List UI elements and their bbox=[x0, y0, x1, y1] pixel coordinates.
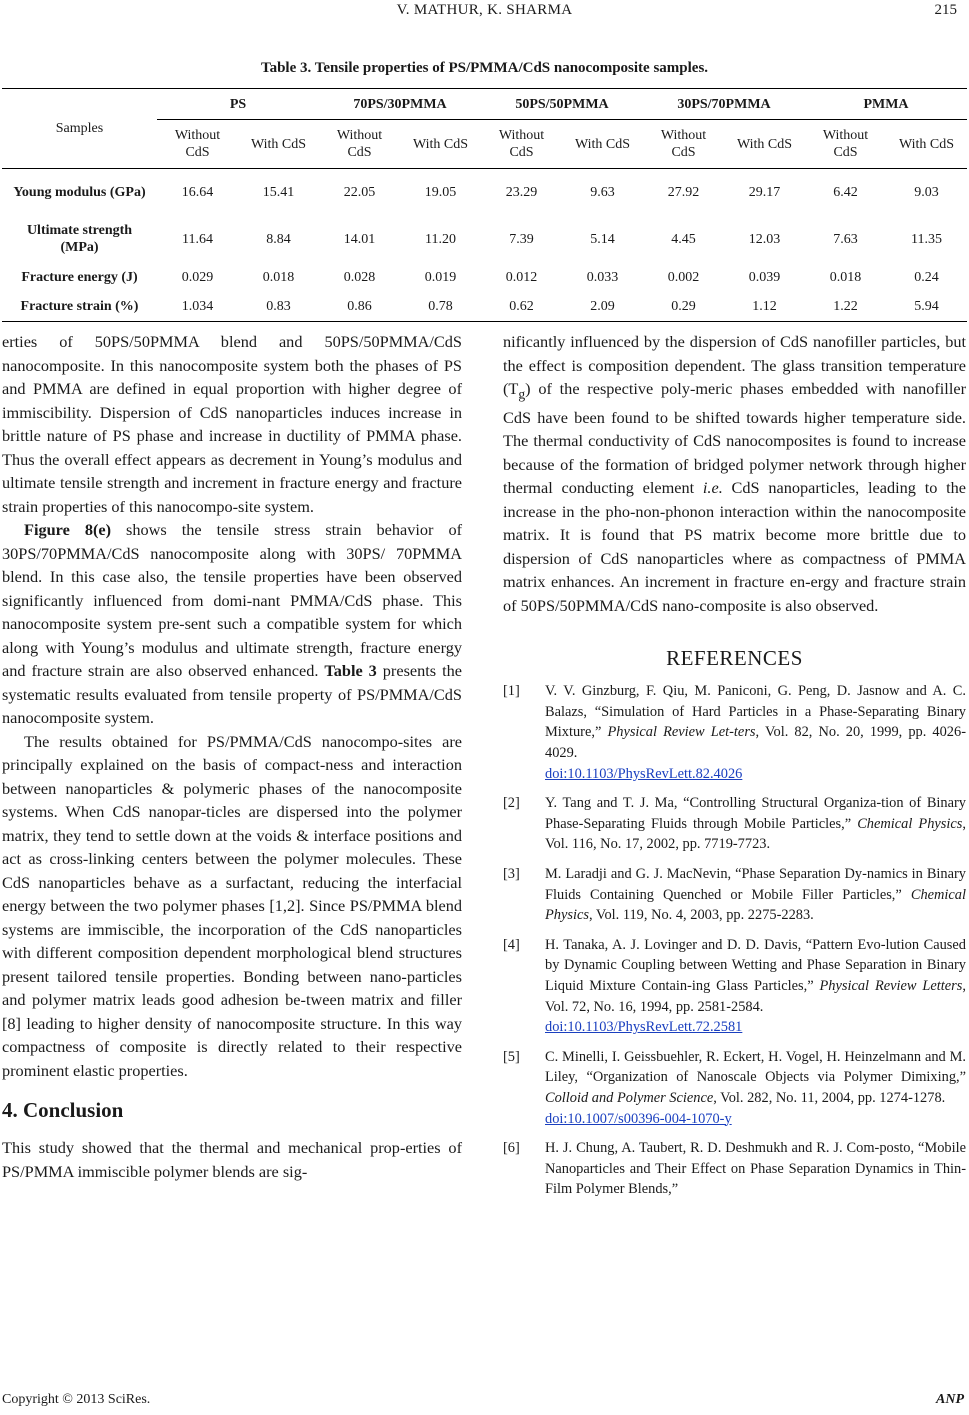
table-cell: 9.63 bbox=[590, 184, 615, 200]
paragraph: Figure 8(e) shows the tensile stress strain behavior of 30PS/70PMMA/CdS nanocomposite along with 30PS/ 70PMMA blend. In this case also, the tensile properties have been observed significantly influenced from domi-nant PMMA/CdS phase. This nanocomposite system pre-sent such a compatible system for which along with Young’s modulus and ultimate strength, fracture energy and fracture strain are also observed enhanced. Table 3 presents the systematic results evaluated from tensile property of PS/PMMA/CdS nanocomposite system. bbox=[2, 520, 463, 727]
copyright-notice: Copyright © 2013 SciRes. bbox=[2, 1392, 151, 1407]
table-cell: 11.35 bbox=[911, 231, 942, 247]
without-cds-header: Without CdS bbox=[319, 120, 400, 169]
table-row bbox=[2, 169, 967, 216]
paragraph: nificantly influenced by the dispersion of CdS nanofiller particles, but the effect is composition dependent. The glass transition temperature $(T_g)$ of the respective poly-meric phases embedded with nanofiller CdS have been found to be shifted towards higher temperature side. The thermal conductivity of CdS nanocomposites is found to increase because of the formation of bridged polymer network through higher thermal conducting element i.e. CdS nanoparticles, leading to the increase in the pho-non-phonon interaction within the nanocomposite matrix. It is found that PS matrix become more brittle due to dispersion of CdS nanoparticles where as compactness of PMMA matrix enhances. An increment in fracture en-ergy and fracture strain of 50PS/50PMMA/CdS nano-composite is also observed. bbox=[503, 332, 967, 615]
tensile-properties-table bbox=[2, 88, 967, 322]
table-cell: 27.92 bbox=[667, 184, 700, 200]
table-row bbox=[2, 215, 967, 263]
paragraph: This study showed that the thermal and mechanical prop-erties of PS/PMMA immiscible polymer blends are sig- bbox=[2, 1138, 462, 1181]
row-label: Ultimate strength (MPa) bbox=[26, 223, 133, 255]
table-cell: 6.42 bbox=[833, 184, 858, 200]
table-cell: 1.034 bbox=[157, 291, 238, 322]
right-column bbox=[503, 330, 966, 1209]
reference-item: [1] V. V. Ginzburg, F. Qiu, M. Paniconi, G. Peng, D. Jasnow and A. C. Balazs, “Simulation of Hard Particles in a Phase-Separating Binary Mixture,” Physical Review Let-ters, Vol. 82, No. 20, 1999, pp. 4026-4029. doi:10.1103/PhysRevLett.82.4026 bbox=[503, 681, 966, 784]
reference-item: [5] C. Minelli, I. Geissbuehler, R. Eckert, H. Vogel, H. Heinzelmann and M. Liley, “Organization of Nanoscale Objects via Polymer Dimixing,” Colloid and Polymer Science, Vol. 282, No. 11, 2004, pp. 1274-1278. doi:10.1007/s00396-004-1070-y bbox=[503, 1047, 966, 1129]
table-cell: 5.94 bbox=[886, 291, 967, 322]
table-cell: 1.12 bbox=[724, 291, 805, 322]
table-cell: 2.09 bbox=[562, 291, 643, 322]
without-cds-header: Without CdS bbox=[481, 120, 562, 169]
with-cds-header: With CdS bbox=[400, 120, 481, 169]
table-caption: Table 3. Tensile properties of PS/PMMA/CdS nanocomposite samples. bbox=[260, 60, 709, 76]
table-cell: 0.019 bbox=[424, 269, 457, 285]
table-cell: 9.03 bbox=[914, 184, 939, 200]
with-cds-header: With CdS bbox=[562, 120, 643, 169]
left-column bbox=[2, 330, 462, 1183]
journal-abbrev: ANP bbox=[936, 1392, 964, 1407]
with-cds-header: With CdS bbox=[238, 120, 319, 169]
table-cell: 14.01 bbox=[343, 231, 376, 247]
table-cell: 4.45 bbox=[671, 231, 696, 247]
header-authors: V. MATHUR, K. SHARMA bbox=[396, 2, 573, 18]
row-label: Fracture strain (%) bbox=[2, 291, 157, 322]
table-cell: 8.84 bbox=[266, 231, 291, 247]
table-cell: 12.03 bbox=[748, 231, 781, 247]
paragraph: The results obtained for PS/PMMA/CdS nanocompo-sites are principally explained on the basis of compact-ness and interaction between nanoparticles & polymeric phases of the nanocomposite systems. When CdS nanopar-ticles are dispersed into the polymer matrix, they tend to settle down at the voids & interface positions and act as cross-linking centers between the polymer molecules. These CdS nanoparticles behave as a surfactant, reducing the interfacial energy between the two polymer phases [1,2]. Since PS/PMMA blend systems are immiscible, the incorporation of the CdS nanoparticles with different composition dependent morphological blend structures present tailored tensile properties. Bonding between nano-particles and polymer matrix leads good adhesion be-tween matrix and filler [8] leading to higher density of nanocomposite structure. In this way compactness of composite is directly related to their respective prominent elastic properties. bbox=[2, 731, 462, 1080]
without-cds-header: Without CdS bbox=[805, 120, 886, 169]
with-cds-header: With CdS bbox=[724, 120, 805, 169]
doi-link[interactable]: doi:10.1007/s00396-004-1070-y bbox=[545, 1110, 732, 1127]
figure-reference: Figure 8(e) bbox=[24, 520, 112, 539]
table-cell: 11.64 bbox=[182, 231, 213, 247]
doi-link[interactable]: doi:10.1103/PhysRevLett.72.2581 bbox=[545, 1019, 743, 1036]
table-cell: 0.039 bbox=[748, 269, 781, 285]
page-number: 215 bbox=[934, 2, 957, 18]
table-cell: 0.018 bbox=[829, 269, 862, 285]
table-cell: 0.033 bbox=[586, 269, 619, 285]
table-cell: 0.24 bbox=[914, 269, 939, 285]
table-cell: 29.17 bbox=[748, 184, 781, 200]
references-heading: REFERENCES bbox=[666, 646, 803, 671]
group-header: PS bbox=[157, 89, 319, 120]
reference-item: [4] H. Tanaka, A. J. Lovinger and D. D. Davis, “Pattern Evo-lution Caused by Dynamic Coupling between Wetting and Phase Separation in Binary Liquid Mixture Contain-ing Glass Particles,” Physical Review Letters, Vol. 72, No. 16, 1994, pp. 2581-2584. doi:10.1103/PhysRevLett.72.2581 bbox=[503, 935, 966, 1038]
without-cds-header: Without CdS bbox=[157, 120, 238, 169]
table-cell: 0.29 bbox=[643, 291, 724, 322]
reference-item: [2] Y. Tang and T. J. Ma, “Controlling Structural Organiza-tion of Binary Phase-Separating Fluids through Mobile Particles,” Chemical Physics, Vol. 116, No. 17, 2002, pp. 7719-7723. bbox=[503, 795, 966, 853]
group-header: 50PS/50PMMA bbox=[481, 89, 643, 120]
table-cell: 0.018 bbox=[262, 269, 295, 285]
reference-item: [3] M. Laradji and G. J. MacNevin, “Phase Separation Dy-namics in Binary Fluids Containing Quenched or Mobile Filler Particles,” Chemical Physics, Vol. 119, No. 4, 2003, pp. 2275-2283. bbox=[503, 866, 966, 924]
table-cell: 1.22 bbox=[805, 291, 886, 322]
samples-header: Samples bbox=[2, 89, 157, 169]
table-cell: 7.39 bbox=[509, 231, 534, 247]
table-cell: 11.20 bbox=[425, 231, 456, 247]
running-header bbox=[0, 2, 969, 22]
row-label: Fracture energy (J) bbox=[21, 269, 138, 285]
table-cell: 0.62 bbox=[481, 291, 562, 322]
table-cell: 0.012 bbox=[505, 269, 538, 285]
table-row bbox=[2, 263, 967, 291]
paragraph: erties of 50PS/50PMMA blend and 50PS/50PMMA/CdS nanocomposite. In this nanocomposite system both the phases of PS and PMMA are defined in equal proportion with higher degree of immiscibility. Dispersion of CdS nanoparticles induces increase in brittle nature of PS phase and increase in ductility of PMMA phase. Thus the overall effect appears as decrement in Young’s modulus and ultimate tensile strength and increment in fracture energy and fracture strain properties of this nanocompo-site system. bbox=[2, 332, 462, 516]
table-cell: 0.029 bbox=[181, 269, 214, 285]
group-header: 70PS/30PMMA bbox=[319, 89, 481, 120]
table-cell: 0.86 bbox=[319, 291, 400, 322]
doi-link[interactable]: doi:10.1103/PhysRevLett.82.4026 bbox=[545, 765, 743, 782]
table-cell: 22.05 bbox=[343, 184, 376, 200]
table-cell: 0.028 bbox=[343, 269, 376, 285]
table-cell: 0.002 bbox=[667, 269, 700, 285]
table-cell: 19.05 bbox=[424, 184, 457, 200]
row-label: Young modulus (GPa) bbox=[13, 184, 146, 200]
without-cds-header: Without CdS bbox=[643, 120, 724, 169]
group-header: 30PS/70PMMA bbox=[643, 89, 805, 120]
table-cell: 5.14 bbox=[590, 231, 615, 247]
table-cell: 7.63 bbox=[833, 231, 858, 247]
table-group-header-row bbox=[2, 89, 967, 120]
table-cell: 16.64 bbox=[181, 184, 214, 200]
section-heading: 4. Conclusion bbox=[2, 1098, 124, 1122]
group-header: PMMA bbox=[805, 89, 967, 120]
table-cell: 15.41 bbox=[262, 184, 295, 200]
with-cds-header: With CdS bbox=[886, 120, 967, 169]
reference-item: [6] H. J. Chung, A. Taubert, R. D. Deshmukh and R. J. Com-posto, “Mobile Nanoparticles and Their Effect on Phase Separation Dynamics in Thin-Film Polymer Blends,” bbox=[503, 1140, 966, 1198]
table-cell: 0.83 bbox=[238, 291, 319, 322]
table-cell: 0.78 bbox=[400, 291, 481, 322]
table-row bbox=[2, 291, 967, 322]
table-reference: Table 3 bbox=[324, 661, 377, 680]
table-cell: 23.29 bbox=[505, 184, 538, 200]
